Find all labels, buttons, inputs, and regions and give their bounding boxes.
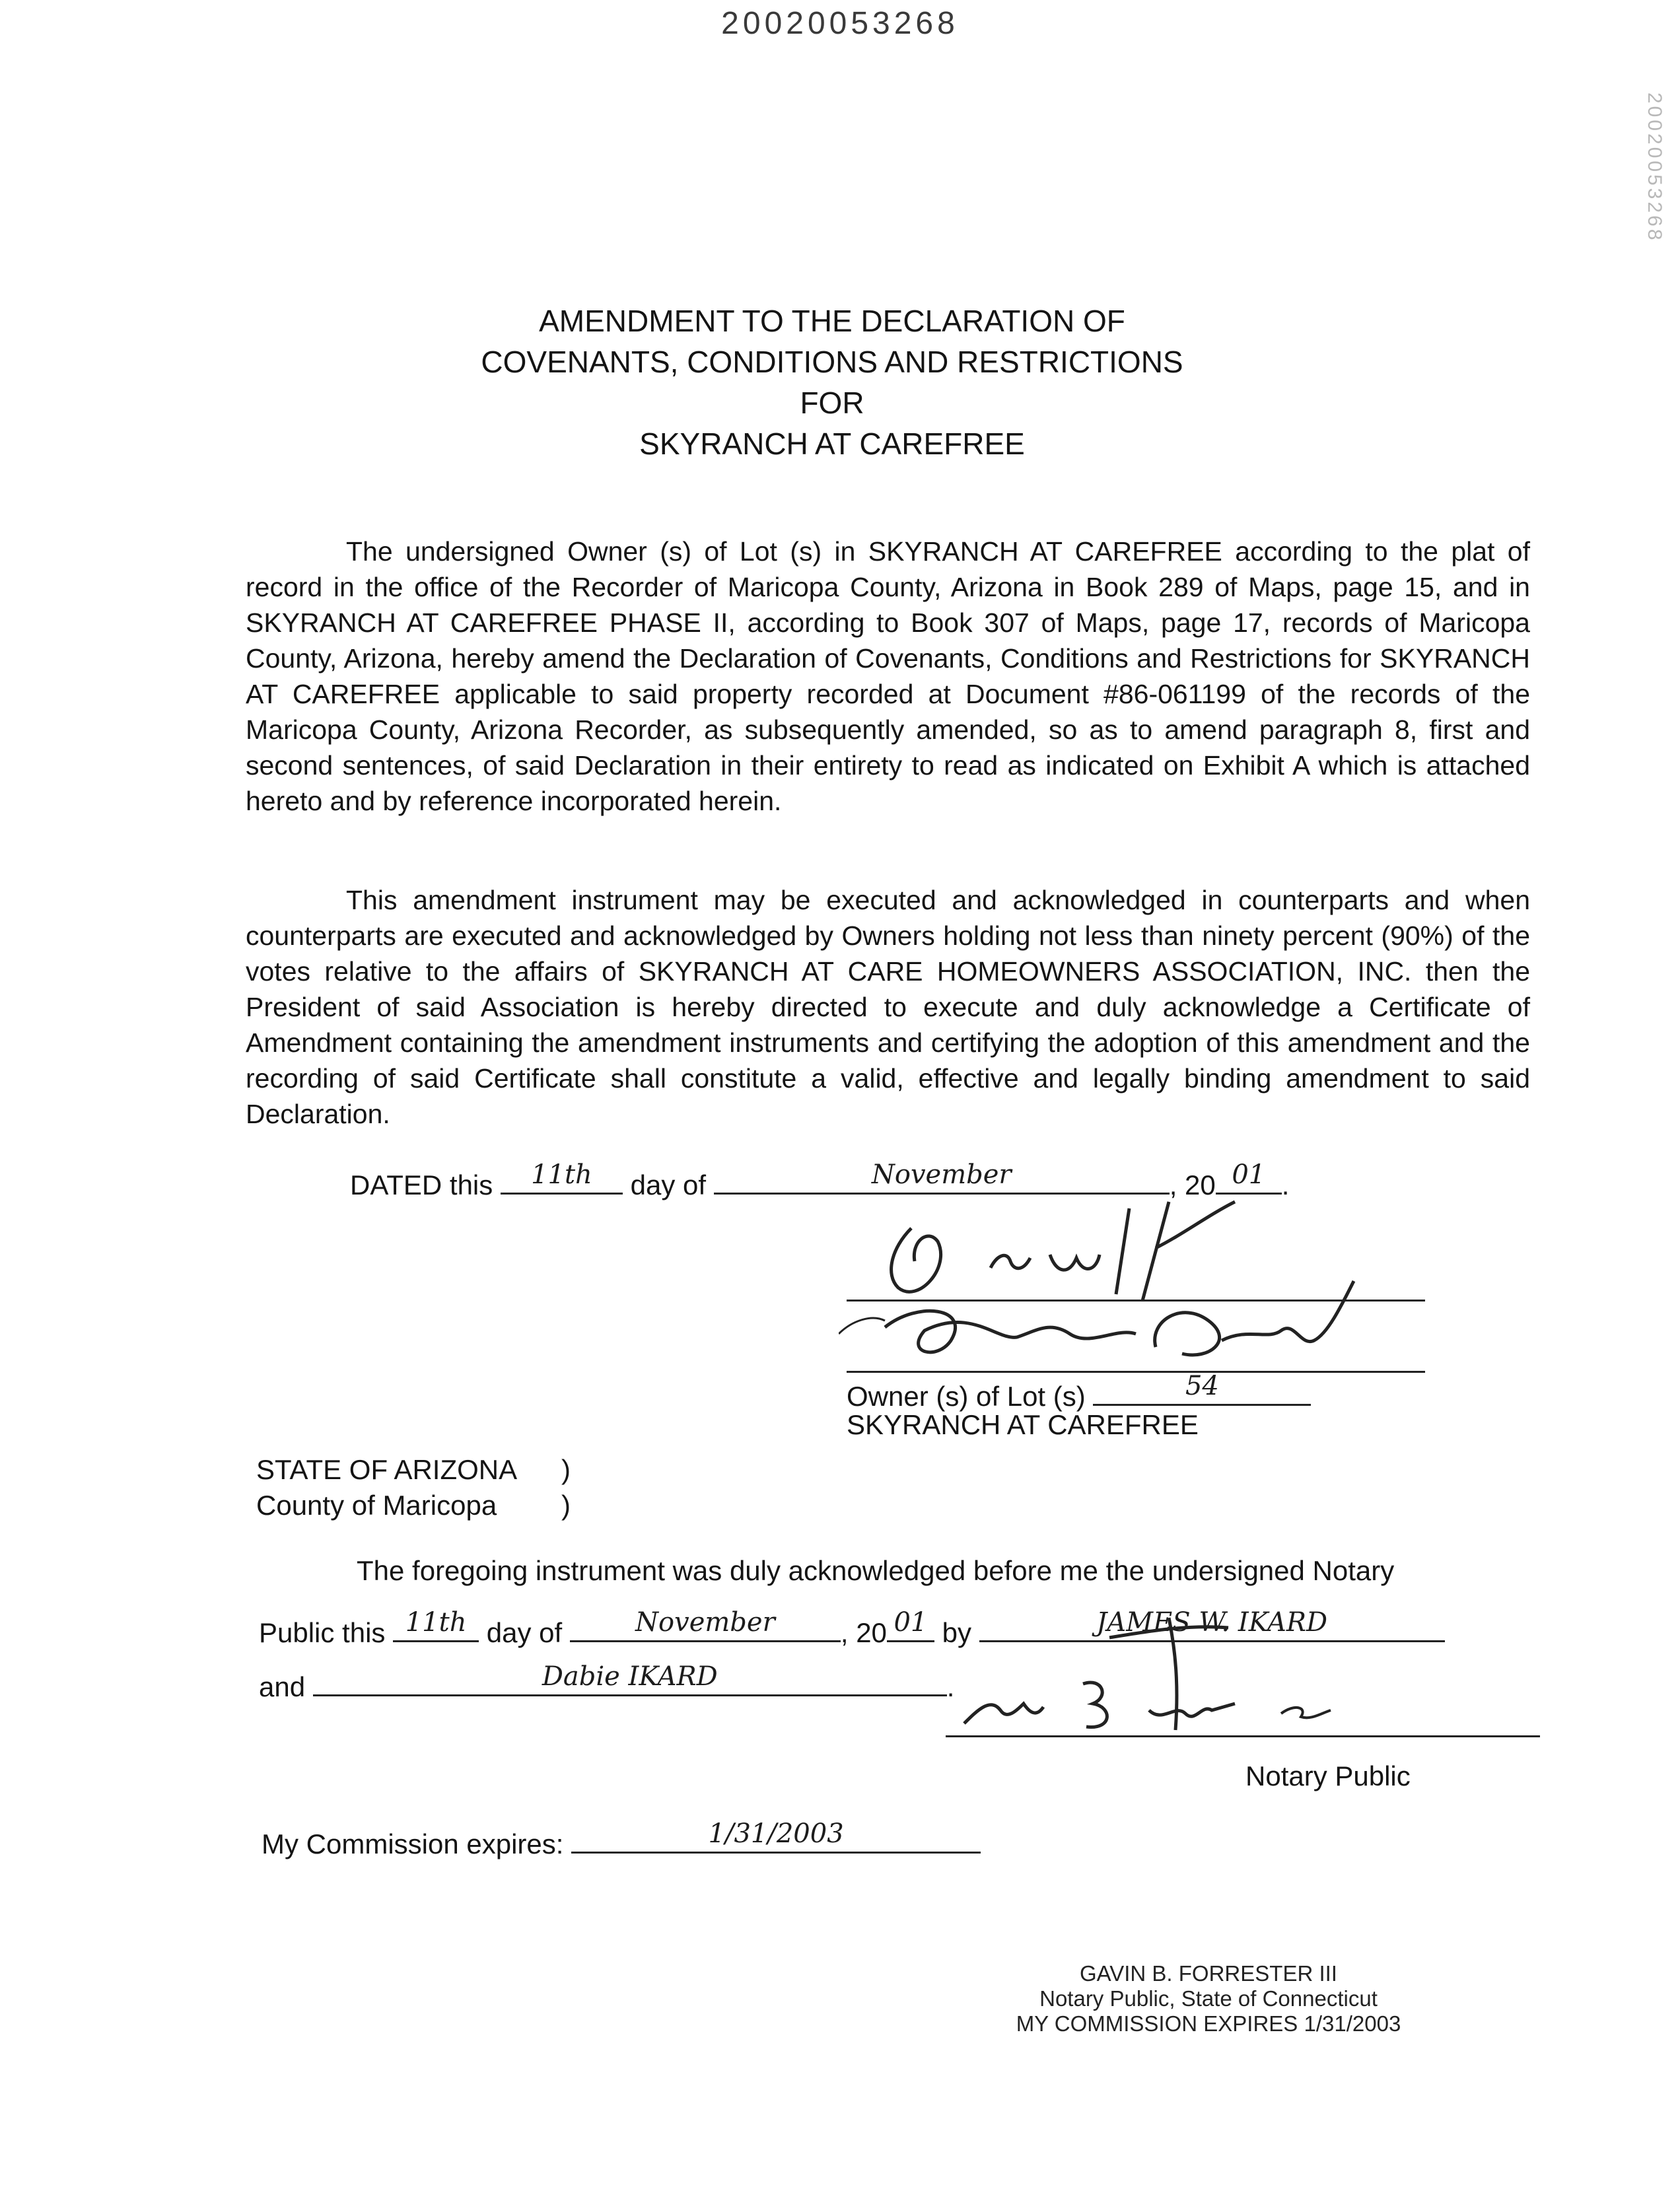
notary-signer2-value: Dabie IKARD <box>542 1661 718 1692</box>
title-line-1: AMENDMENT TO THE DECLARATION OF <box>539 304 1125 338</box>
document-number: 20020053268 <box>721 6 959 41</box>
venue-bracket-2: ) <box>561 1490 571 1521</box>
owner-lot-label: Owner (s) of Lot (s) <box>847 1381 1086 1412</box>
document-title <box>0 300 1664 464</box>
stamp-expires: MY COMMISSION EXPIRES 1/31/2003 <box>1016 2011 1401 2036</box>
dated-year-prefix: , 20 <box>1169 1169 1216 1200</box>
notary-year-prefix: , 20 <box>840 1617 887 1648</box>
title-line-2: COVENANTS, CONDITIONS AND RESTRICTIONS <box>481 345 1183 379</box>
notary-year-blank <box>887 1607 934 1642</box>
notary-signature-image <box>951 1598 1374 1743</box>
title-line-3: FOR <box>800 386 864 420</box>
owner-community: SKYRANCH AT CAREFREE <box>847 1409 1199 1440</box>
counterparts-paragraph: This amendment instrument may be executed and acknowledged in counterparts and when counterparts are executed and acknowledged by Owners holding not less than ninety percent (90%) of the votes relative to the affairs of SKYRANCH AT CARE HOMEOWNERS ASSOCIATION, INC. then the President of said Association is hereby directed to execute and duly acknowledge a Certificate of Amendment containing the amendment instruments and certifying the adoption of this amendment and the recording of said Certificate shall constitute a valid, effective and legally binding amendment to said Declaration. <box>246 885 1530 1129</box>
title-line-4: SKYRANCH AT CAREFREE <box>639 427 1025 461</box>
dated-year-value: 01 <box>1232 1160 1266 1190</box>
notary-intro: The foregoing instrument was duly acknowledged before me the undersigned Notary <box>357 1555 1395 1586</box>
notary-public-this: Public this <box>259 1617 386 1648</box>
notary-signer2-blank <box>313 1661 947 1696</box>
dated-month-value: November <box>871 1160 1012 1190</box>
dated-day-value: 11th <box>531 1160 592 1190</box>
venue-county: County of Maricopa <box>256 1490 497 1521</box>
amendment-paragraph: The undersigned Owner (s) of Lot (s) in SKYRANCH AT CAREFREE according to the plat of record in the office of the Recorder of Maricopa County, Arizona in Book 289 of Maps, page 15, and in SKYRANCH AT CAREFREE PHASE II, according to Book 307 of Maps, page 17, records of Maricopa County, Arizona, hereby amend the Declaration of Covenants, Conditions and Restrictions for SKYRANCH AT CAREFREE applicable to said property recorded at Document #86-061199 of the records of the Maricopa County, Arizona Recorder, as subsequently amended, so as to amend paragraph 8, first and second sentences, of said Declaration in their entirety to read as indicated on Exhibit A which is attached hereto and by reference incorporated herein. <box>246 536 1530 816</box>
notary-day-blank <box>393 1607 479 1642</box>
stamp-title: Notary Public, State of Connecticut <box>1039 1986 1378 2011</box>
commission-line <box>262 1819 981 1860</box>
venue-state-line <box>256 1454 571 1486</box>
owner-lot-line <box>847 1371 1311 1412</box>
dated-day-blank <box>501 1160 623 1195</box>
margin-stamp: 20020053268 <box>1644 92 1665 243</box>
notary-month-blank <box>570 1607 841 1642</box>
venue-state: STATE OF ARIZONA <box>256 1454 518 1485</box>
notary-year-value: 01 <box>893 1607 928 1638</box>
commission-blank <box>571 1819 981 1854</box>
venue-bracket-1: ) <box>561 1454 571 1485</box>
dated-day-of: day of <box>630 1169 707 1200</box>
notary-stamp <box>938 1961 1479 2036</box>
notary-title: Notary Public <box>1245 1760 1411 1791</box>
owner-lot-blank <box>1093 1371 1311 1406</box>
notary-and: and <box>259 1671 306 1702</box>
commission-date: 1/31/2003 <box>708 1819 844 1849</box>
notary-month-value: November <box>635 1607 775 1638</box>
dated-prefix: DATED this <box>350 1169 493 1200</box>
notary-signer1-value: JAMES W. IKARD <box>1096 1607 1328 1638</box>
venue-county-line <box>256 1490 571 1521</box>
notary-day-value: 11th <box>405 1607 467 1638</box>
stamp-name: GAVIN B. FORRESTER III <box>1080 1961 1337 1986</box>
notary-signature-line <box>946 1735 1540 1737</box>
notary-by: by <box>942 1617 971 1648</box>
notary-and-line <box>259 1661 955 1703</box>
dated-end: . <box>1281 1169 1290 1200</box>
owner-signature-line-1 <box>847 1300 1425 1302</box>
owner-lot-value: 54 <box>1185 1371 1219 1401</box>
notary-end: . <box>946 1671 955 1702</box>
commission-label: My Commission expires: <box>262 1828 564 1859</box>
notary-day-of: day of <box>486 1617 563 1648</box>
